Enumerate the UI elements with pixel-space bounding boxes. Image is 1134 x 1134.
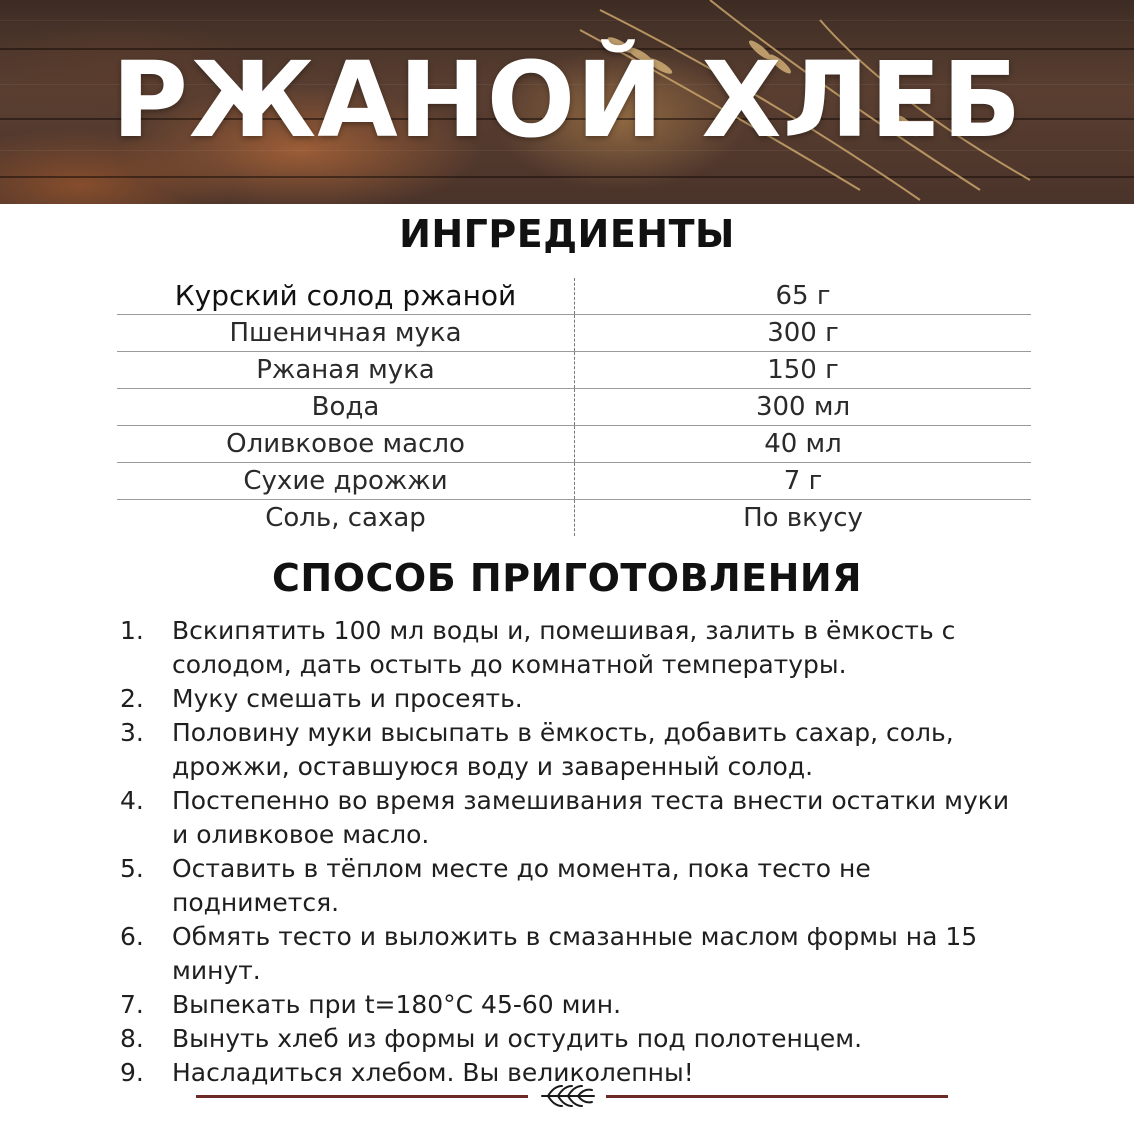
list-item [120,1022,1020,1056]
list-item [120,920,1020,988]
table-row [117,426,1031,463]
step-text: Вскипятить 100 мл воды и, помешивая, залить в ёмкость с солодом, дать остыть до комнатной температуры. [172,616,956,679]
ingredients-table [117,278,1031,536]
step-number: 9. [120,1058,144,1087]
ingredient-name: Сухие дрожжи [117,463,575,500]
table-row [117,500,1031,537]
step-number: 2. [120,684,144,713]
step-text: Вынуть хлеб из формы и остудить под полотенцем. [172,1024,863,1053]
table-row [117,352,1031,389]
wheat-icon [538,1080,598,1112]
ingredient-name: Ржаная мука [117,352,575,389]
ingredient-amount: 40 мл [764,429,842,459]
ingredient-name: Соль, сахар [117,500,575,537]
ingredient-amount: 300 г [767,318,839,348]
method-heading: СПОСОБ ПРИГОТОВЛЕНИЯ [272,556,862,600]
step-text: Выпекать при t=180°C 45-60 мин. [172,990,622,1019]
list-item [120,988,1020,1022]
step-number: 7. [120,990,144,1019]
list-item [120,682,1020,716]
step-text: Оставить в тёплом месте до момента, пока тесто не поднимется. [172,854,871,917]
ingredient-amount: По вкусу [743,503,863,533]
ingredient-amount: 150 г [767,355,839,385]
footer-divider-left [196,1095,528,1098]
ingredient-name: Курский солод ржаной [117,278,575,315]
ingredient-amount: 300 мл [755,392,851,422]
footer-divider-right [606,1095,948,1098]
table-row [117,463,1031,500]
step-number: 1. [120,616,144,645]
ingredient-amount: 7 г [783,466,823,496]
ingredient-name: Оливковое масло [117,426,575,463]
header-banner [0,0,1134,204]
step-number: 5. [120,854,144,883]
method-steps-list [120,614,1020,1090]
step-number: 6. [120,922,144,951]
step-text: Постепенно во время замешивания теста внести остатки муки и оливковое масло. [172,786,1010,849]
ingredient-amount: 65 г [775,281,831,311]
list-item [120,852,1020,920]
table-row [117,315,1031,352]
step-text: Муку смешать и просеять. [172,684,523,713]
step-number: 8. [120,1024,144,1053]
page-title: РЖАНОЙ ХЛЕБ [111,39,1023,161]
step-number: 3. [120,718,144,747]
ingredients-heading: ИНГРЕДИЕНТЫ [399,212,735,256]
ingredient-name: Пшеничная мука [117,315,575,352]
step-text: Обмять тесто и выложить в смазанные маслом формы на 15 минут. [172,922,978,985]
table-row [117,389,1031,426]
step-number: 4. [120,786,144,815]
step-text: Насладиться хлебом. Вы великолепны! [172,1058,694,1087]
list-item [120,716,1020,784]
ingredient-name: Вода [117,389,575,426]
table-row [117,278,1031,315]
list-item [120,784,1020,852]
list-item [120,614,1020,682]
step-text: Половину муки высыпать в ёмкость, добавить сахар, соль, дрожжи, оставшуюся воду и заваренный солод. [172,718,954,781]
